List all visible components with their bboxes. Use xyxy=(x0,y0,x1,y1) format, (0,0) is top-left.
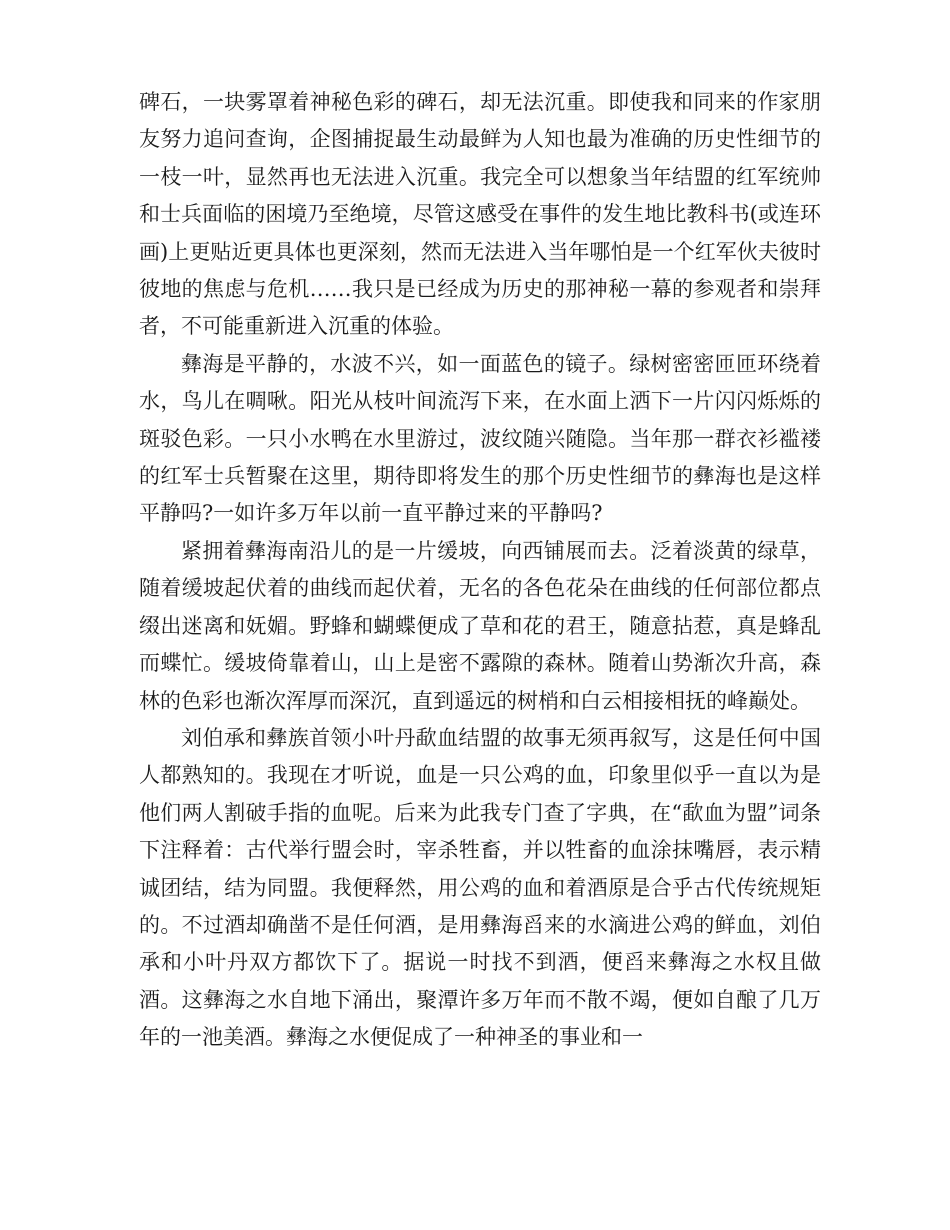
paragraph: 紧拥着彝海南沿儿的是一片缓坡，向西铺展而去。泛着淡黄的绿草，随着缓坡起伏着的曲线而起伏着，无名的各色花朵在曲线的任何部位都点缀出迷离和妩媚。野蜂和蝴蝶便成了草和花的君王，随意拈惹，真是蜂乱而蝶忙。缓坡倚靠着山，山上是密不露隙的森林。随着山势渐次升高，森林的色彩也渐次浑厚而深沉，直到遥远的树梢和白云相接相抚的峰巅处。 xyxy=(139,538,821,713)
paragraph: 刘伯承和彝族首领小叶丹歃血结盟的故事无须再叙写，这是任何中国人都熟知的。我现在才听说，血是一只公鸡的血，印象里似乎一直以为是他们两人割破手指的血呢。后来为此我专门查了字典，在“歃血为盟”词条下注释着：古代举行盟会时，宰杀牲畜，并以牲畜的血涂抹嘴唇，表示精诚团结，结为同盟。我便释然，用公鸡的血和着酒原是合乎古代传统规矩的。不过酒却确凿不是任何酒，是用彝海舀来的水滴进公鸡的鲜血，刘伯承和小叶丹双方都饮下了。据说一时找不到酒，便舀来彝海之水权且做酒。这彝海之水自地下涌出，聚潭许多万年而不散不竭，便如自酿了几万年的一池美酒。彝海之水便促成了一种神圣的事业和一 xyxy=(139,725,821,1050)
paragraph: 碑石，一块雾罩着神秘色彩的碑石，却无法沉重。即使我和同来的作家朋友努力追问查询，企图捕捉最生动最鲜为人知也最为准确的历史性细节的一枝一叶，显然再也无法进入沉重。我完全可以想象当年结盟的红军统帅和士兵面临的困境乃至绝境，尽管这感受在事件的发生地比教科书(或连环画)上更贴近更具体也更深刻，然而无法进入当年哪怕是一个红军伙夫彼时彼地的焦虑与危机……我只是已经成为历史的那神秘一幕的参观者和崇拜者，不可能重新进入沉重的体验。 xyxy=(139,90,821,339)
document-page xyxy=(139,84,821,1057)
paragraph: 彝海是平静的，水波不兴，如一面蓝色的镜子。绿树密密匝匝环绕着水，鸟儿在啁啾。阳光从枝叶间流泻下来，在水面上洒下一片闪闪烁烁的斑驳色彩。一只小水鸭在水里游过，波纹随兴随隐。当年那一群衣衫褴褛的红军士兵暂聚在这里，期待即将发生的那个历史性细节的彝海也是这样平静吗?一如许多万年以前一直平静过来的平静吗? xyxy=(139,351,821,526)
